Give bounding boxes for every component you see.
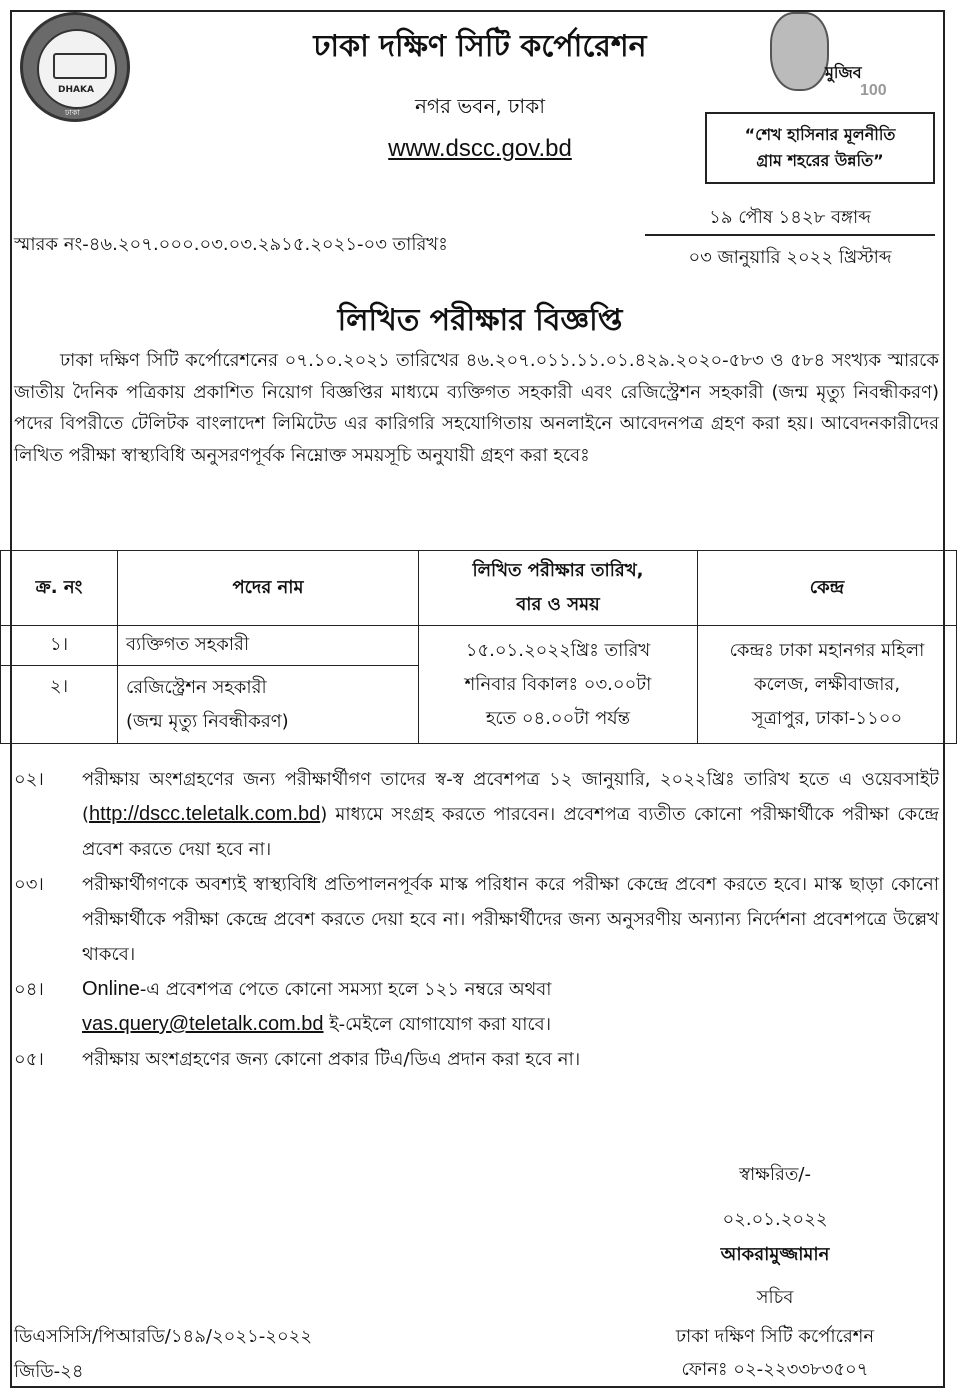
row-post: ব্যক্তিগত সহকারী <box>118 626 419 666</box>
logo-bottom-text: ঢাকা <box>65 108 80 117</box>
note-text: ই-মেইলে যোগাযোগ করা যাবে। <box>323 1014 552 1035</box>
center-line-3: সূত্রাপুর, ঢাকা-১১০০ <box>751 707 903 729</box>
note-number: ০২। <box>14 769 44 790</box>
memo-reference: স্মারক নং-৪৬.২০৭.০০০.০৩.০৩.২৯১৫.২০২১-০৩ তারিখঃ <box>14 234 448 255</box>
footer-reference: ডিএসসিসি/পিআরডি/১৪৯/২০২১-২০২২ <box>14 1326 313 1347</box>
date-english: ০৩ জানুয়ারি ২০২২ খ্রিস্টাব্দ <box>688 247 892 268</box>
datetime-line-2: শনিবার বিকালঃ ০৩.০০টা <box>464 673 652 695</box>
datetime-line-3: হতে ০৪.০০টা পর্যন্ত <box>485 707 631 729</box>
notice-paragraph: ঢাকা দক্ষিণ সিটি কর্পোরেশনের ০৭.১০.২০২১ তারিখের ৪৬.২০৭.০১১.১১.০১.৪২৯.২০২০-৫৮৩ ও ৫৮৪ সংখ্যক স্মারকে জাতীয় দৈনিক পত্রিকায় প্রকাশিত নিয়োগ বিজ্ঞপ্তির মাধ্যমে ব্যক্তিগত সহকারী এবং রেজিস্ট্রেশন সহকারী (জন্ম মৃত্যু নিবন্ধীকরণ) পদের বিপরীতে টেলিটক বাংলাদেশ লিমিটেড এর কারিগরি সহযোগিতায় অনলাইনে আবেদনপত্র গ্রহণ করা হয়। আবেদনকারীদের লিখিত পরীক্ষা স্বাস্থ্যবিধি অনুসরণপূর্বক নিম্নোক্ত সময়সূচি অনুযায়ী গ্রহণ করা হবেঃ <box>14 350 939 466</box>
table-row <box>1 626 957 666</box>
signature-date: ০২.০১.২০২২ <box>722 1209 828 1230</box>
mujib-100-emblem <box>765 12 905 107</box>
header-datetime-line-2: বার ও সময় <box>516 594 600 615</box>
row-serial: ১। <box>1 626 118 666</box>
header-post: পদের নাম <box>118 551 419 626</box>
header-serial: ক্র. নং <box>1 551 118 626</box>
admit-card-link[interactable]: http://dscc.teletalk.com.bd <box>89 803 321 825</box>
org-subtitle: নগর ভবন, ঢাকা <box>415 94 545 118</box>
logo-text: DHAKA <box>58 85 94 95</box>
header-datetime-line-1: লিখিত পরীক্ষার তারিখ, <box>472 560 644 581</box>
slogan-line-1: “শেখ হাসিনার মূলনীতি <box>744 125 896 144</box>
org-title: ঢাকা দক্ষিণ সিটি কর্পোরেশন <box>313 29 647 64</box>
note-item <box>14 972 939 1042</box>
note-item <box>14 762 939 867</box>
row-post <box>118 666 419 744</box>
footer-code: জিডি-২৪ <box>14 1361 84 1382</box>
signed-mark: স্বাক্ষরিত/- <box>739 1164 811 1185</box>
support-email-link[interactable]: vas.query@teletalk.com.bd <box>82 1013 324 1035</box>
note-online: Online <box>82 978 140 1000</box>
signatory-name: আকরামুজ্জামান <box>720 1244 830 1265</box>
center-line-1: কেন্দ্রঃ ঢাকা মহানগর মহিলা <box>729 639 925 661</box>
signatory-org: ঢাকা দক্ষিণ সিটি কর্পোরেশন <box>675 1326 875 1347</box>
portrait-icon <box>770 12 829 91</box>
header-center: কেন্দ্র <box>698 551 957 626</box>
table-header-row <box>1 551 957 626</box>
date-bangla: ১৯ পৌষ ১৪২৮ বঙ্গাব্দ <box>709 207 871 228</box>
note-text: পরীক্ষার্থীগণকে অবশ্যই স্বাস্থ্যবিধি প্রতিপালনপূর্বক মাস্ক পরিধান করে পরীক্ষা কেন্দ্রে প্রবেশ করতে হবে। মাস্ক ছাড়া কোনো পরীক্ষার্থীকে পরীক্ষা কেন্দ্রে প্রবেশ করতে দেয়া হবে না। পরীক্ষার্থীদের জন্য অনুসরণীয় অন্যান্য নির্দেশনা প্রবেশপত্রে উল্লেখ থাকবে। <box>82 874 939 965</box>
emblem-word: মুজিব <box>825 63 862 82</box>
note-text: পরীক্ষায় অংশগ্রহণের জন্য পরীক্ষার্থীগণ তাদের স্ব-স্ব প্রবেশপত্র ১২ জানুয়ারি, ২০২২খ্রিঃ তারিখ হতে এ ওয়েবসাইট ( <box>82 769 939 825</box>
date-divider <box>645 234 935 236</box>
signatory-phone: ফোনঃ ০২-২২৩৩৮৩৫০৭ <box>681 1359 869 1380</box>
row-post-line-2: (জন্ম মৃত্যু নিবন্ধীকরণ) <box>126 710 289 732</box>
note-text: ) মাধ্যমে সংগ্রহ করতে পারবেন। প্রবেশপত্র ব্যতীত কোনো পরীক্ষার্থীকে পরীক্ষা কেন্দ্রে প্রবেশ করতে দেয়া হবে না। <box>82 804 939 860</box>
row-serial: ২। <box>1 666 118 744</box>
note-number: ০৪। <box>14 979 44 1000</box>
note-item <box>14 867 939 972</box>
exam-center-cell <box>698 626 957 744</box>
city-corporation-logo <box>20 12 130 122</box>
slogan-box <box>705 112 935 184</box>
book-icon <box>53 53 107 79</box>
signatory-designation: সচিব <box>756 1287 794 1308</box>
note-text: পরীক্ষায় অংশগ্রহণের জন্য কোনো প্রকার টিএ/ডিএ প্রদান করা হবে না। <box>82 1049 581 1070</box>
notice-heading: লিখিত পরীক্ষার বিজ্ঞপ্তি <box>337 303 623 338</box>
center-line-2: কলেজ, লক্ষীবাজার, <box>753 673 901 695</box>
note-text: -এ প্রবেশপত্র পেতে কোনো সমস্যা হলে ১২১ নম্বরে অথবা <box>139 979 552 1000</box>
notes-list <box>14 762 939 1077</box>
note-number: ০৫। <box>14 1049 44 1070</box>
header-datetime <box>419 551 698 626</box>
row-post-line-1: রেজিস্ট্রেশন সহকারী <box>126 676 267 698</box>
note-number: ০৩। <box>14 874 44 895</box>
note-item <box>14 1042 939 1077</box>
emblem-number: 100 <box>860 82 887 99</box>
website-link[interactable]: www.dscc.gov.bd <box>388 135 572 162</box>
datetime-line-1: ১৫.০১.২০২২খ্রিঃ তারিখ <box>465 639 651 661</box>
exam-schedule-table <box>0 550 957 744</box>
slogan-line-2: গ্রাম শহরের উন্নতি” <box>756 151 884 170</box>
exam-datetime-cell <box>419 626 698 744</box>
